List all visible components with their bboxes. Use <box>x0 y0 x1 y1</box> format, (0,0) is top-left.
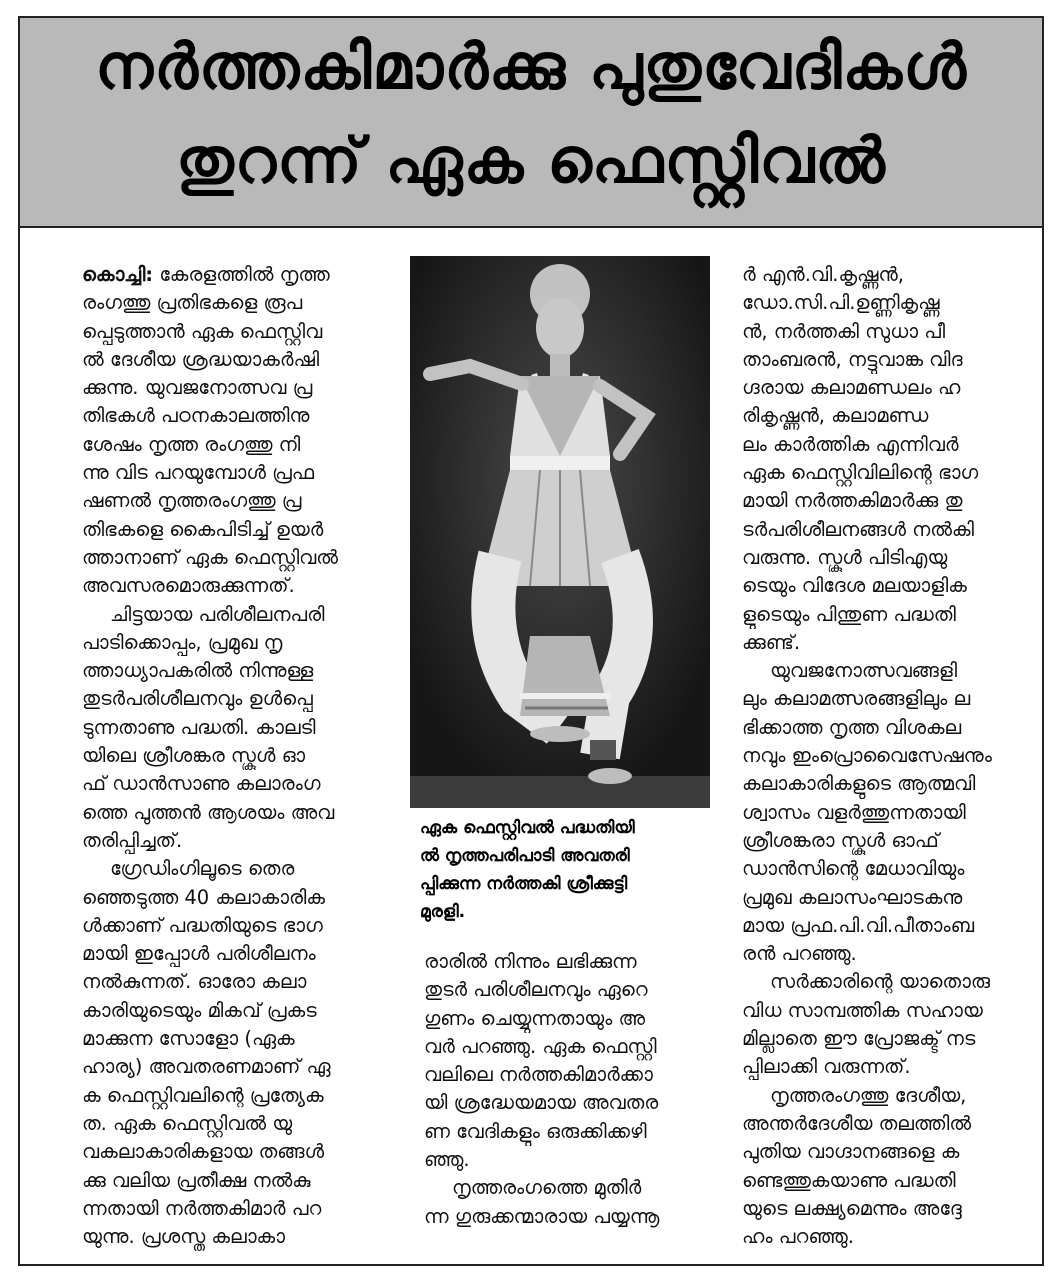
text-line: നൃത്തരംഗത്തെ മുതിർ <box>452 1176 642 1200</box>
text-line: മായി നർത്തകിമാർക്കു തു <box>742 489 963 513</box>
dancer-photo <box>410 256 710 808</box>
text-line: ഹാര്യ) അവതരണമാണ് ഏ <box>82 1055 331 1079</box>
text-line: രികൃഷ്ണൻ, കലാമണ്ഡ <box>742 404 929 428</box>
text-line: അന്തർദേശീയ തലത്തിൽ <box>742 1111 972 1135</box>
text-line: ന്ന ഗുരുക്കന്മാരായ പയ്യന്നൂ <box>424 1204 660 1228</box>
text-line: പ്രമുഖ കലാസംഘാടകനു <box>742 885 963 909</box>
caption-line: ഏക ഫെസ്റ്റിവൽ പദ്ധതിയി <box>420 818 635 838</box>
text-line: ൽ ദേശീയ ശ്രദ്ധയാകർഷി <box>82 347 320 371</box>
text-line: പുതിയ വാഗ്ദാനങ്ങളെ ക <box>742 1140 960 1164</box>
text-line: കലാകാരികളുടെ ആത്മവി <box>742 772 976 796</box>
photo-caption <box>420 814 710 926</box>
text-line: വലിലെ നർത്തകിമാർക്കാ <box>424 1063 653 1087</box>
text-line: രൻ പറഞ്ഞു. <box>742 942 857 966</box>
text-line: മാക്കുന്ന സോളോ (ഏക <box>82 1027 295 1051</box>
text-line: തിഭകളെ കൈപിടിച്ച് ഉയർ <box>82 517 324 541</box>
text-line: നൽകുന്നത്. ഓരോ കലാ <box>82 970 307 994</box>
text-line: വകലാകാരികളായ തങ്ങൾ <box>82 1140 325 1164</box>
text-line: ശ്രീശങ്കരാ സ്കൂൾ ഓഫ് <box>742 828 939 852</box>
text-line: ത. ഏക ഫെസ്റ്റിവൽ യു <box>82 1111 293 1135</box>
text-line: യുവജനോത്സവങ്ങളി <box>770 659 958 683</box>
text-line: ർ എൻ.വി.കൃഷ്ണൻ, <box>742 263 904 286</box>
text-line: ക്കുന്നു. യുവജനോത്സവ പ്ര <box>82 376 313 400</box>
text-line: യിലെ ശ്രീശങ്കര സ്കൂൾ ഓ <box>82 744 306 768</box>
article-column-2 <box>424 948 724 1231</box>
text-line: ത്തെ പുത്തൻ ആശയം അവ <box>82 800 335 824</box>
text-line: ൾക്കാണ് പദ്ധതിയുടെ ഭാഗ <box>82 913 323 937</box>
text-line: ക്കു വലിയ പ്രതീക്ഷ നൽകു <box>82 1168 311 1192</box>
article-column-1 <box>82 261 400 1251</box>
text-line: നവും ഇംപ്രൊവൈസേഷനും <box>742 744 992 768</box>
text-line: കാരിയുടെയും മികവ് പ്രകട <box>82 998 317 1022</box>
text-line: ളുടെയും പിന്തുണ പദ്ധതി <box>742 602 956 626</box>
text-line: പ്പെടുത്താൻ ഏക ഫെസ്റ്റിവ <box>82 319 323 343</box>
text-line: രാരിൽ നിന്നും ലഭിക്കുന്ന <box>424 950 637 973</box>
text-line: തിഭകൾ പഠനകാലത്തിനു <box>82 404 310 428</box>
text-line: യുടെ ലക്ഷ്യമെന്നും അദ്ദേ <box>742 1196 962 1220</box>
headline-line-1: നർത്തകിമാർക്കു പുതുവേദികൾ <box>94 30 967 103</box>
text-line: മായ പ്രഫ.പി.വി.പീതാംബ <box>742 913 975 937</box>
text-line: ശ്വാസം വളർത്തുന്നതായി <box>742 800 966 824</box>
text-line: താംബരൻ, നട്ടുവാങ്ക വിദ <box>742 347 963 371</box>
text-line: ഹം പറഞ്ഞു. <box>742 1225 854 1249</box>
newspaper-clipping <box>18 16 1044 1266</box>
text-line: തുടർപരിശീലനവും ഉൾപ്പെ <box>82 687 313 711</box>
text-line: ഡോ.സി.പി.ഉണ്ണികൃഷ്ണ <box>742 291 940 315</box>
text-line: ക്കുണ്ട്. <box>742 630 801 654</box>
text-line: ടുന്നതാണു പദ്ധതി. കാലടി <box>82 715 316 739</box>
headline-line-2: തുറന്ന് ഏക ഫെസ്റ്റിവൽ <box>176 124 886 197</box>
text-line: മില്ലാതെ ഈ പ്രോജക്ട് നട <box>742 1027 976 1051</box>
text-line: ശേഷം നൃത്ത രംഗത്തു നി <box>82 432 301 456</box>
text-line: ചിട്ടയായ പരിശീലനപരി <box>110 602 325 626</box>
article-column-3 <box>742 261 1032 1251</box>
text-line: യി ശ്രദ്ധേയമായ അവതര <box>424 1091 659 1115</box>
text-line: ഫ് ഡാൻസാണു കലാരംഗ <box>82 772 321 796</box>
text-line: ഞ്ഞെടുത്ത 40 കലാകാരിക <box>82 885 325 909</box>
caption-line: പ്പിക്കുന്ന നർത്തകി ശ്രീക്കുട്ടി <box>420 874 628 894</box>
text-line: ലം കാർത്തിക എന്നിവർ <box>742 432 959 456</box>
headline-banner <box>20 18 1042 228</box>
text-line: കൊച്ചി: കേരളത്തിൽ നൃത്ത <box>82 263 330 286</box>
text-line: ഗുണം ചെയ്യുന്നതായും അ <box>424 1006 646 1030</box>
text-line: രംഗത്തു പ്രതിഭകളെ രൂപ <box>82 291 303 315</box>
text-line: ന്നതായി നർത്തകിമാർ പറ <box>82 1196 322 1220</box>
text-line: ഗ്ദരായ കലാമണ്ഡലം ഹ <box>742 376 961 400</box>
text-line: പ്പിലാക്കി വരുന്നത്. <box>742 1055 911 1079</box>
text-line: സർക്കാരിന്റെ യാതൊരു <box>770 970 991 994</box>
text-line: വിധ സാമ്പത്തിക സഹായ <box>742 998 983 1022</box>
text-line: വരുന്നു. സ്കൂൾ പിടിഎയു <box>742 545 948 569</box>
text-line: അവസരമൊരുക്കുന്നത്. <box>82 574 295 598</box>
text-line: ണ വേദികളും ഒരുക്കിക്കഴി <box>424 1119 647 1143</box>
caption-line: ൽ നൃത്തപരിപാടി അവതരി <box>420 846 630 866</box>
dateline: കൊച്ചി: <box>82 263 154 286</box>
text-line: ഡാൻസിന്റെ മേധാവിയും <box>742 857 965 881</box>
text-line: പാടിക്കൊപ്പം, പ്രമുഖ നൃ <box>82 630 283 654</box>
text-line: ത്താധ്യാപകരിൽ നിന്നുള്ള <box>82 659 314 683</box>
text-line: ടെയും വിദേശ മലയാളിക <box>742 574 967 598</box>
text-line: ക ഫെസ്റ്റിവലിന്റെ പ്രത്യേക <box>82 1083 324 1107</box>
text-line: ഗ്രേഡിംഗിലൂടെ തെര <box>110 857 295 881</box>
text-line: ഏക ഫെസ്റ്റിവിലിന്റെ ഭാഗ <box>742 461 979 485</box>
text-line: വർ പറഞ്ഞു. ഏക ഫെസ്റ്റി <box>424 1034 657 1058</box>
text-line: ടർപരിശീലനങ്ങൾ നൽകി <box>742 517 974 541</box>
text-line: ഷണൽ നൃത്തരംഗത്തു പ്ര <box>82 489 302 513</box>
text-line: ഭിക്കാത്ത നൃത്ത വിശകല <box>742 715 962 739</box>
text-line: ന്നു വിട പറയുമ്പോൾ പ്രഫ <box>82 461 315 485</box>
dancer-photo-icon <box>410 256 710 808</box>
text-line: തുടർ പരിശീലനവും ഏറെ <box>424 978 648 1002</box>
text-line: മായി ഇപ്പോൾ പരിശീലനം <box>82 942 316 966</box>
text-line: യുന്നു. പ്രശസ്ത കലാകാ <box>82 1225 286 1249</box>
text-line: ൻ, നർത്തകി സുധാ പീ <box>742 319 946 343</box>
text-line: ണ്ടെത്തുകയാണു പദ്ധതി <box>742 1168 956 1192</box>
caption-line: മുരളി. <box>420 902 466 922</box>
text-line: തരിപ്പിച്ചത്. <box>82 828 183 852</box>
text-line: ഞ്ഞു. <box>424 1148 470 1172</box>
text-line: ത്താനാണ് ഏക ഫെസ്റ്റിവൽ <box>82 545 339 569</box>
text-line: ലും കലാമത്സരങ്ങളിലും ല <box>742 687 971 711</box>
text-line: നൃത്തരംഗത്തു ദേശീയ, <box>770 1083 967 1107</box>
